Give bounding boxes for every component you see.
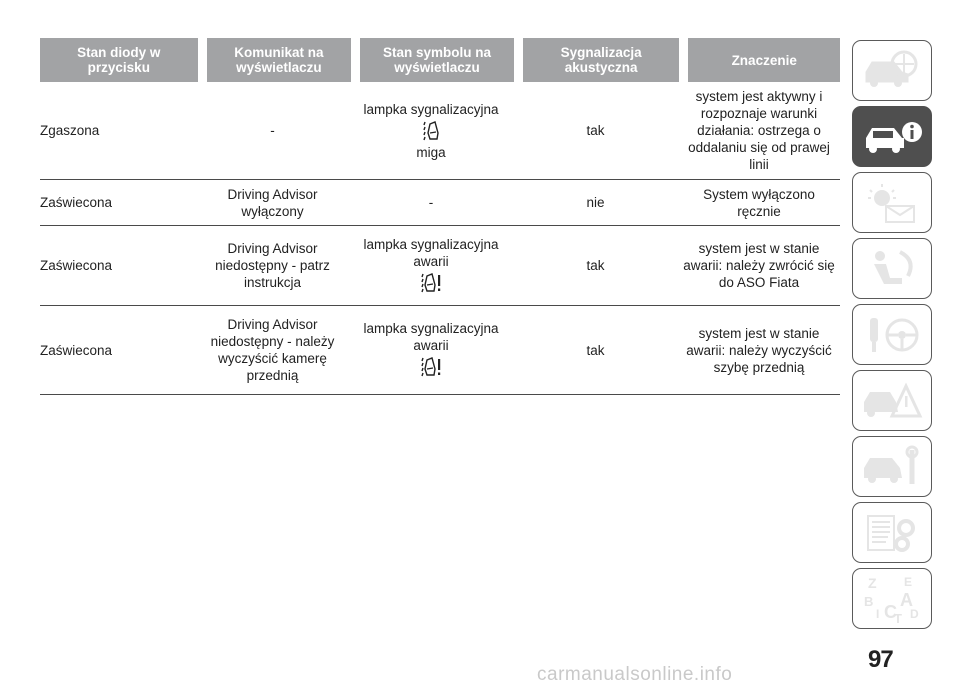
cell-acoustic: nie: [586, 195, 605, 210]
cell-message: Driving Advisor wyłączony: [227, 186, 318, 219]
warning-lights-message-icon: [860, 180, 924, 226]
header-acoustic-signal: Sygnalizacja akustyczna: [523, 38, 680, 82]
tab-safety[interactable]: [852, 238, 932, 299]
index-letter: B: [864, 593, 874, 609]
cell-led: Zaświecona: [40, 195, 113, 210]
lane-departure-fault-icon: [421, 273, 441, 293]
cell-symbol: [354, 226, 508, 305]
cell-meaning: system jest aktywny i rozpoznaje warunki działania: ostrzega o oddalaniu się od prawej linii: [688, 89, 830, 172]
info-table: [40, 38, 840, 395]
cell-message: -: [270, 123, 275, 138]
cell-led: Zaświecona: [40, 258, 113, 273]
car-wheel-icon: [860, 48, 924, 94]
cell-meaning: system jest w stanie awarii: należy wyczyścić szybę przednią: [686, 325, 832, 375]
cell-acoustic: tak: [586, 123, 605, 138]
tab-emergency[interactable]: [852, 370, 932, 431]
cell-led: Zgaszona: [40, 123, 100, 138]
cell-symbol: -: [428, 195, 434, 210]
index-letter: A: [900, 589, 913, 610]
header-led-state: Stan diody w przycisku: [40, 38, 198, 82]
tab-index[interactable]: [852, 568, 932, 629]
header-display-message: Komunikat na wyświetlaczu: [207, 38, 352, 82]
tab-technical-data[interactable]: [852, 502, 932, 563]
watermark-text: carmanualsonline.info: [537, 664, 733, 685]
index-letter: T: [894, 610, 902, 624]
table-row: [40, 180, 840, 226]
cell-message: Driving Advisor niedostępny - patrz instrukcja: [215, 241, 330, 290]
index-letter: E: [904, 574, 913, 589]
header-meaning: Znaczenie: [688, 38, 840, 82]
chapter-sidebar: [852, 40, 932, 634]
cell-message: Driving Advisor niedostępny - należy wyczyścić kamerę przednią: [210, 317, 335, 383]
symbol-text: lampka sygnalizacyjna awarii: [363, 321, 499, 353]
document-gears-icon: [860, 510, 924, 556]
table-row: [40, 226, 840, 306]
cell-acoustic: tak: [586, 342, 605, 358]
cell-led: Zaświecona: [40, 342, 113, 358]
index-letter: I: [876, 606, 880, 621]
car-wrench-icon: [860, 444, 924, 490]
symbol-subtext: miga: [416, 144, 446, 160]
symbol-text: lampka sygnalizacyjna awarii: [363, 236, 499, 269]
alphabet-index-icon: [860, 574, 924, 624]
index-letter: D: [910, 606, 919, 621]
airbag-seat-icon: [860, 246, 924, 292]
key-steering-wheel-icon: [860, 312, 924, 358]
car-info-icon: [860, 114, 924, 160]
cell-meaning: system jest w stanie awarii: należy zwrócić się do ASO Fiata: [683, 241, 835, 290]
tab-information[interactable]: [852, 106, 932, 167]
lane-departure-warning-icon: [423, 121, 439, 141]
cell-symbol: [354, 82, 508, 179]
cell-meaning: System wyłączono ręcznie: [703, 186, 815, 219]
index-letter: C: [884, 601, 897, 622]
table-row: [40, 306, 840, 395]
cell-acoustic: tak: [586, 258, 605, 273]
symbol-text: lampka sygnalizacyjna: [363, 101, 499, 117]
car-warning-triangle-icon: [860, 378, 924, 424]
page-number: 97: [868, 646, 893, 673]
index-letter: Z: [868, 574, 877, 591]
header-symbol-state: Stan symbolu na wyświetlaczu: [360, 38, 514, 82]
tab-warning-lights[interactable]: [852, 172, 932, 233]
tab-knowing-car[interactable]: [852, 40, 932, 101]
cell-symbol: [354, 306, 508, 394]
lane-departure-fault-icon: [421, 357, 441, 377]
table-header-row: [40, 38, 840, 82]
table-row: [40, 82, 840, 180]
tab-maintenance[interactable]: [852, 436, 932, 497]
tab-starting-driving[interactable]: [852, 304, 932, 365]
